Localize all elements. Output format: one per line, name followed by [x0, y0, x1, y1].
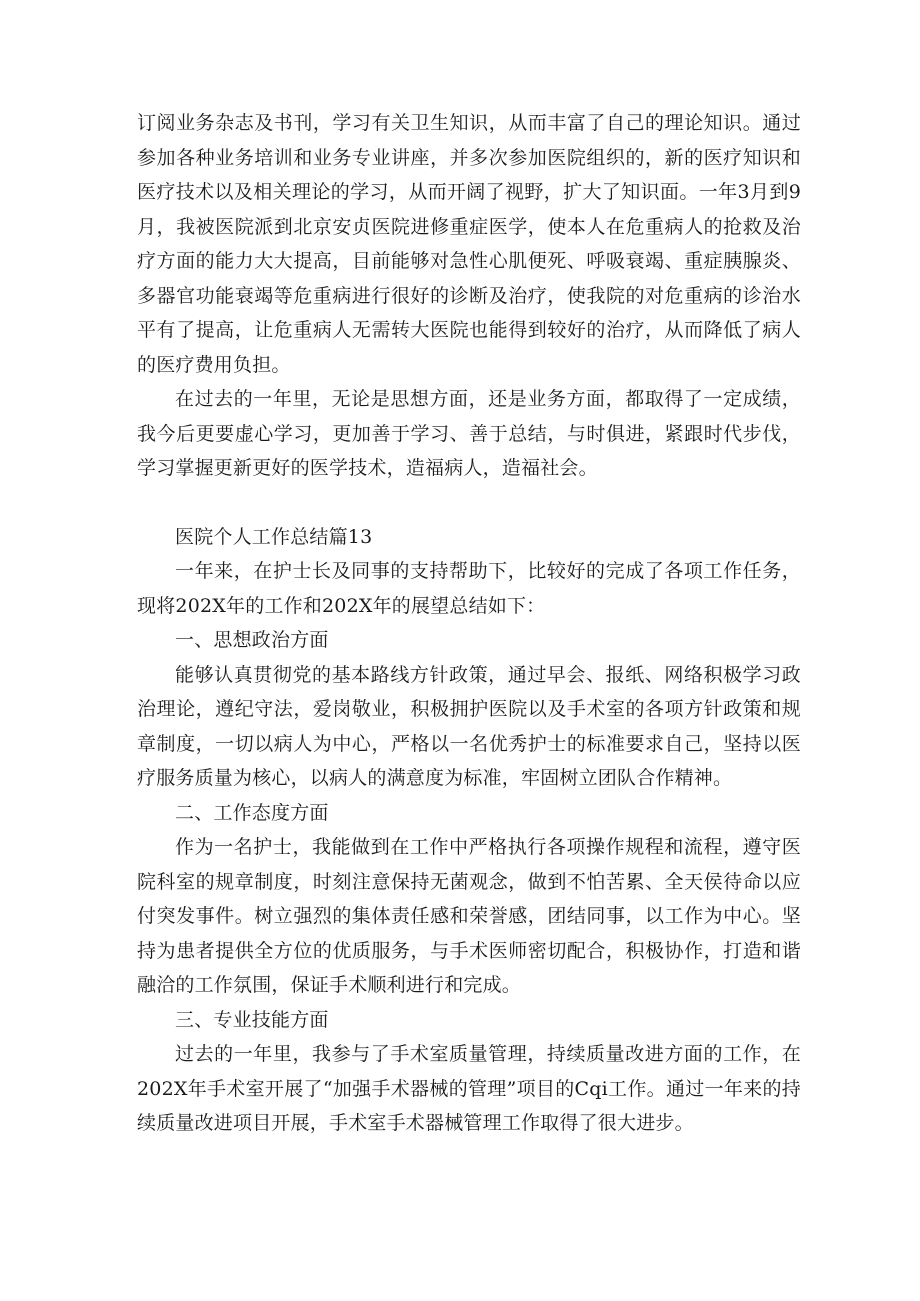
paragraph-continued: 订阅业务杂志及书刊，学习有关卫生知识，从而丰富了自己的理论知识。通过参加各种业务培训和业务专业讲座，并多次参加医院组织的，新的医疗知识和医疗技术以及相关理论的学习，从而开阔了视野，扩大了知识面。一年3月到9月，我被医院派到北京安贞医院进修重症医学，使本人在危重病人的抢救及治疗方面的能力大大提高，目前能够对急性心肌便死、呼吸衰竭、重症胰腺炎、多器官功能衰竭等危重病进行很好的诊断及治疗，使我院的对危重病的诊治水平有了提高，让危重病人无需转大医院也能得到较好的治疗，从而降低了病人的医疗费用负担。	[137, 112, 801, 376]
section-title: 医院个人工作总结篇13	[175, 525, 373, 548]
heading-political: 一、思想政治方面	[175, 629, 329, 651]
heading-attitude: 二、工作态度方面	[175, 801, 329, 824]
intro-paragraph: 一年来，在护士长及同事的支持帮助下，比较好的完成了各项工作任务，现将202X年的工作和202X年的展望总结如下：	[137, 560, 801, 617]
paragraph-political: 能够认真贯彻党的基本路线方针政策，通过早会、报纸、网络积极学习政治理论，遵纪守法，爱岗敬业，积极拥护医院以及手术室的各项方针政策和规章制度，一切以病人为中心，严格以一名优秀护士的标准要求自己，坚持以医疗服务质量为核心，以病人的满意度为标准，牢固树立团队合作精神。	[137, 663, 801, 789]
document-body	[137, 106, 801, 1141]
paragraph-skills: 过去的一年里，我参与了手术室质量管理，持续质量改进方面的工作，在202X年手术室开展了“加强手术器械的管理”项目的Cqi工作。通过一年来的持续质量改进项目开展，手术室手术器械管理工作取得了很大进步。	[137, 1043, 801, 1134]
section-spacer	[137, 486, 801, 520]
paragraph-attitude: 作为一名护士，我能做到在工作中严格执行各项操作规程和流程，遵守医院科室的规章制度，时刻注意保持无菌观念，做到不怕苦累、全天侯待命以应付突发事件。树立强烈的集体责任感和荣誉感，团结同事，以工作为中心。坚持为患者提供全方位的优质服务，与手术医师密切配合，积极协作，打造和谐融洽的工作氛围，保证手术顺利进行和完成。	[137, 836, 801, 996]
paragraph-conclusion: 在过去的一年里，无论是思想方面，还是业务方面，都取得了一定成绩，我今后更要虚心学习，更加善于学习、善于总结，与时俱进，紧跟时代步伐，学习掌握更新更好的医学技术，造福病人，造福社会。	[137, 388, 801, 479]
heading-skills: 三、专业技能方面	[175, 1008, 329, 1031]
